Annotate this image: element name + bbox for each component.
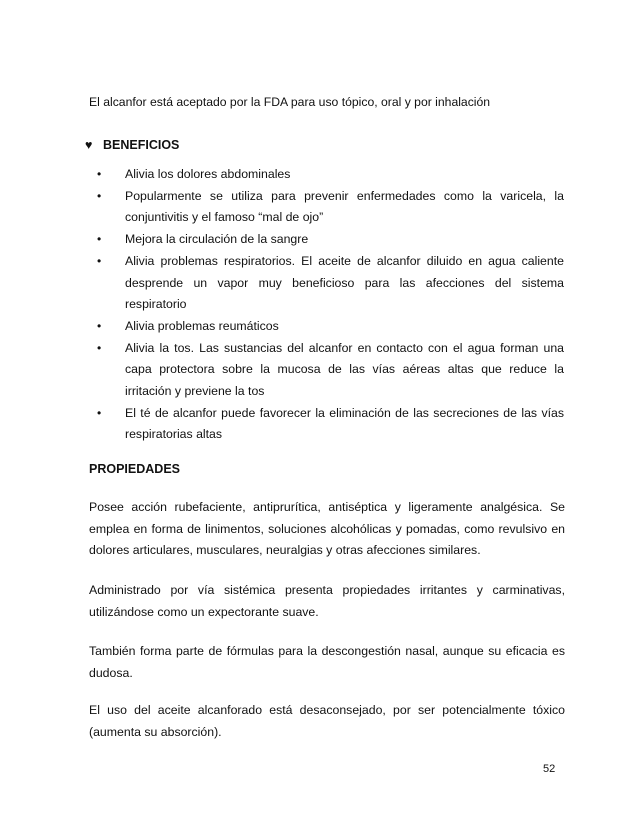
beneficios-title: BENEFICIOS (103, 138, 180, 152)
bullet-icon: • (97, 253, 102, 268)
list-item (92, 316, 564, 338)
propiedades-paragraph: También forma parte de fórmulas para la descongestión nasal, aunque su eficacia es dudosa. (89, 644, 565, 680)
beneficios-list (92, 164, 564, 446)
intro-line: El alcanfor está aceptado por la FDA para uso tópico, oral y por inhalación (89, 95, 491, 109)
bullet-icon: • (97, 340, 102, 355)
page-number: 52 (543, 763, 556, 775)
list-item (92, 251, 564, 316)
bullet-icon: • (97, 167, 102, 181)
list-item (92, 186, 564, 229)
list-item-text: Popularmente se utiliza para prevenir enfermedades como la varicela, la conjuntivitis y el famoso “mal de ojo” (125, 188, 564, 225)
propiedades-paragraph: Administrado por vía sistémica presenta propiedades irritantes y carminativas, utilizándose como un expectorante suave. (89, 583, 565, 619)
propiedades-heading: PROPIEDADES (89, 462, 180, 476)
list-item-text: Alivia problemas reumáticos (125, 318, 279, 333)
bullet-icon: • (97, 318, 102, 333)
list-item-text: Alivia la tos. Las sustancias del alcanfor en contacto con el agua forman una capa protectora sobre la mucosa de las vías aéreas altas que reduce la irritación y previene la tos (125, 340, 564, 399)
propiedades-paragraph: Posee acción rubefaciente, antiprurítica, antiséptica y ligeramente analgésica. Se emplea en forma de linimentos, soluciones alcohólicas y pomadas, como revulsivo en dolores articulares, musculares, neuralgias y otras afecciones similares. (89, 500, 565, 557)
bullet-icon: • (97, 405, 102, 420)
list-item (92, 403, 564, 446)
list-item (92, 164, 564, 186)
heart-icon: ♥ (85, 138, 93, 152)
list-item-text: Mejora la circulación de la sangre (125, 232, 309, 247)
list-item-text: Alivia problemas respiratorios. El aceite de alcanfor diluido en agua caliente desprende un vapor muy beneficioso para las afecciones del sistema respiratorio (125, 253, 564, 312)
list-item-text: El té de alcanfor puede favorecer la eliminación de las secreciones de las vías respiratorias altas (125, 405, 564, 442)
list-item-text: Alivia los dolores abdominales (125, 167, 291, 181)
list-item (92, 229, 564, 251)
bullet-icon: • (97, 232, 102, 247)
bullet-icon: • (97, 188, 102, 203)
beneficios-heading (85, 137, 179, 153)
list-item (92, 338, 564, 403)
propiedades-paragraph: El uso del aceite alcanforado está desaconsejado, por ser potencialmente tóxico (aumenta su absorción). (89, 703, 565, 739)
